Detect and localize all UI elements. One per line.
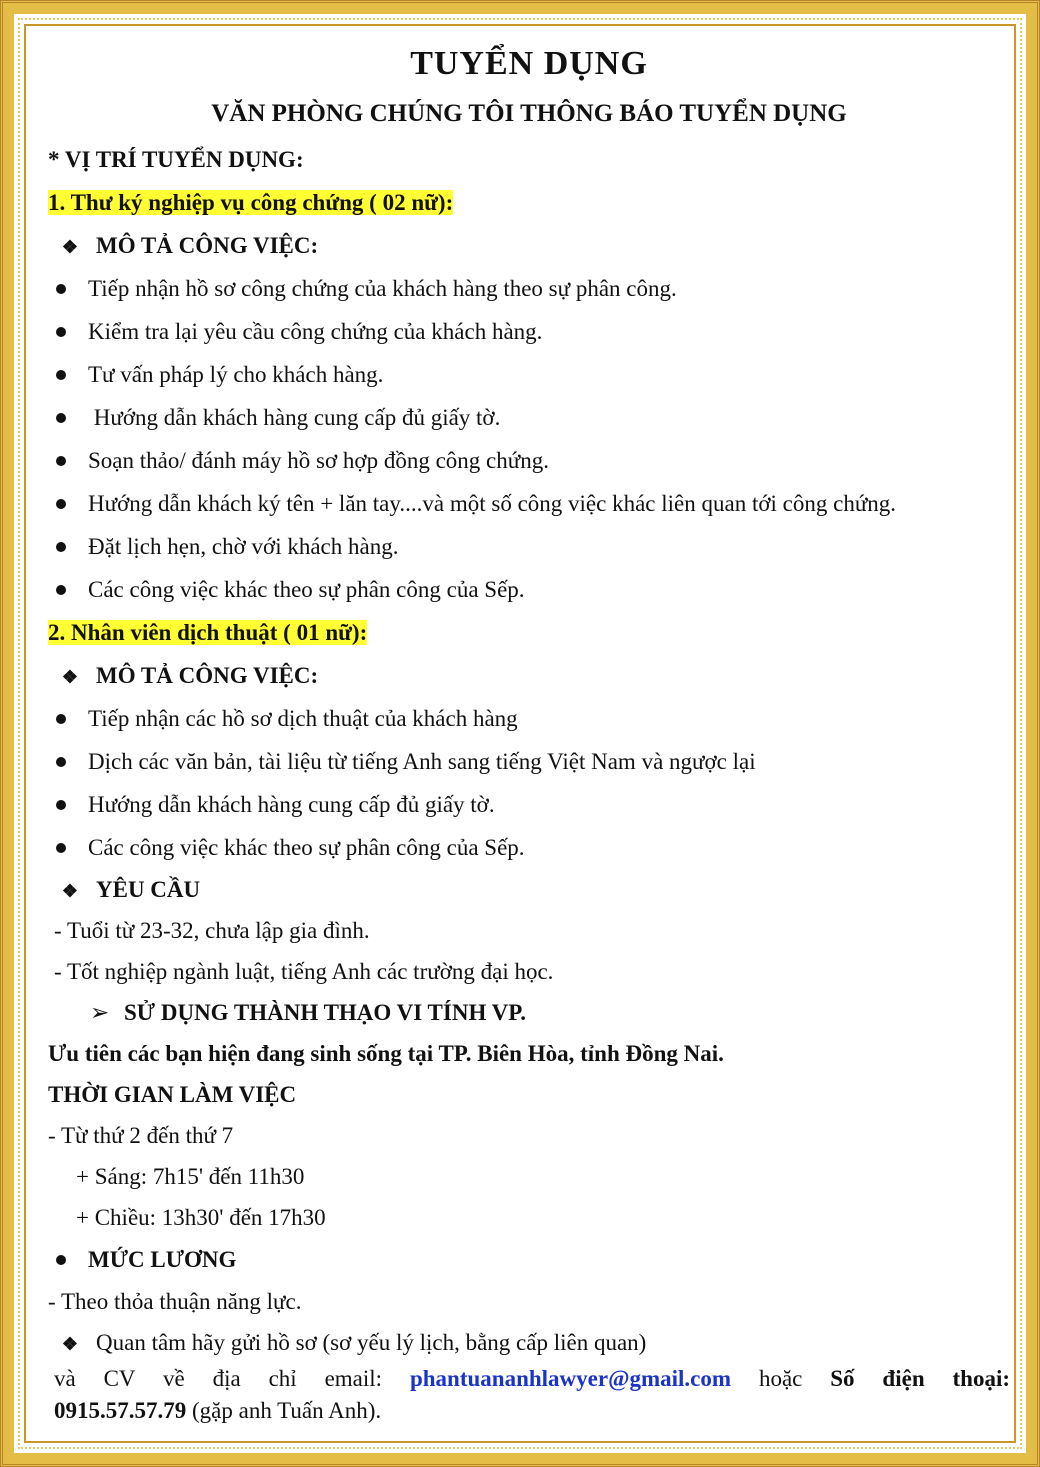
contact-or: hoặc	[758, 1366, 803, 1391]
contact-prefix: và CV về địa chỉ email:	[54, 1366, 383, 1391]
arrow-bullet-icon: ➢	[90, 1000, 110, 1025]
bullet-icon	[56, 370, 66, 380]
list-item-text: Hướng dẫn khách hàng cung cấp đủ giấy tờ.	[88, 405, 501, 430]
page-subtitle: VĂN PHÒNG CHÚNG TÔI THÔNG BÁO TUYỂN DỤNG	[211, 100, 847, 127]
phone-note: (gặp anh Tuấn Anh).	[192, 1398, 382, 1423]
work-morning: + Sáng: 7h15' đến 11h30	[76, 1164, 305, 1189]
requirements-heading-text: YÊU CẦU	[96, 877, 201, 902]
job2-desc-heading-text: MÔ TẢ CÔNG VIỆC:	[96, 663, 319, 688]
bullet-icon	[56, 800, 66, 810]
positions-heading: * VỊ TRÍ TUYỂN DỤNG:	[48, 147, 304, 172]
list-item-text: Tiếp nhận hồ sơ công chứng của khách hàng theo sự phân công.	[88, 276, 677, 301]
bullet-icon	[56, 413, 66, 423]
job2-heading-text: 2. Nhân viên dịch thuật ( 01 nữ):	[48, 620, 368, 645]
bullet-icon	[56, 757, 66, 767]
list-item	[48, 697, 1010, 740]
diamond-bullet-icon: ❖	[61, 237, 79, 257]
diamond-bullet-icon: ❖	[61, 881, 79, 901]
list-item-text: Dịch các văn bản, tài liệu từ tiếng Anh sang tiếng Việt Nam và ngược lại	[88, 749, 756, 774]
email-link[interactable]: phantuananhlawyer@gmail.com	[409, 1366, 732, 1391]
diamond-bullet-icon: ❖	[61, 667, 79, 687]
work-days: - Từ thứ 2 đến thứ 7	[48, 1123, 234, 1148]
contact-phone-line	[48, 1395, 1010, 1427]
list-item	[48, 525, 1010, 568]
list-item	[48, 353, 1010, 396]
list-item	[48, 740, 1010, 783]
work-afternoon: + Chiều: 13h30' đến 17h30	[76, 1205, 326, 1230]
list-item	[48, 783, 1010, 826]
contact-intro-text: Quan tâm hãy gửi hồ sơ (sơ yếu lý lịch, bằng cấp liên quan)	[96, 1330, 647, 1355]
job1-desc-heading-text: MÔ TẢ CÔNG VIỆC:	[96, 233, 319, 258]
list-item	[48, 396, 1010, 439]
requirement-item: - Tốt nghiệp ngành luật, tiếng Anh các trường đại học.	[54, 959, 554, 984]
bullet-icon	[56, 843, 66, 853]
list-item-text: Hướng dẫn khách hàng cung cấp đủ giấy tờ.	[88, 792, 495, 817]
contact-intro	[48, 1322, 1010, 1363]
bullet-icon	[56, 714, 66, 724]
list-item-text: Soạn thảo/ đánh máy hồ sơ hợp đồng công chứng.	[88, 448, 549, 473]
bullet-icon	[56, 542, 66, 552]
recruitment-notice	[48, 38, 1010, 1427]
list-item	[48, 267, 1010, 310]
list-item-text: Hướng dẫn khách ký tên + lăn tay....và một số công việc khác liên quan tới công chứng.	[88, 491, 897, 516]
bullet-icon	[56, 1255, 66, 1265]
list-item-text: Tư vấn pháp lý cho khách hàng.	[88, 362, 384, 387]
requirement-item: - Tuổi từ 23-32, chưa lập gia đình.	[54, 918, 370, 943]
priority-note: Ưu tiên các bạn hiện đang sinh sống tại TP. Biên Hòa, tỉnh Đồng Nai.	[48, 1041, 724, 1066]
list-item	[48, 310, 1010, 353]
list-item	[48, 826, 1010, 869]
salary-heading	[48, 1238, 1010, 1281]
job2-desc-heading	[48, 654, 1010, 697]
list-item-text: Đặt lịch hẹn, chờ với khách hàng.	[88, 534, 399, 559]
requirements-heading	[48, 869, 1010, 910]
salary-heading-text: MỨC LƯƠNG	[88, 1247, 237, 1272]
job1-heading-text: 1. Thư ký nghiệp vụ công chứng ( 02 nữ):	[48, 190, 454, 215]
list-item-text: Các công việc khác theo sự phân công của Sếp.	[88, 835, 525, 860]
job2-heading	[48, 611, 1010, 654]
list-item-text: Kiểm tra lại yêu cầu công chứng của khách hàng.	[88, 319, 543, 344]
phone-label: Số điện thoại:	[830, 1366, 1010, 1391]
bullet-icon	[56, 327, 66, 337]
work-time-heading: THỜI GIAN LÀM VIỆC	[48, 1082, 297, 1107]
bullet-icon	[56, 499, 66, 509]
page-title: TUYỂN DỤNG	[410, 45, 648, 82]
bullet-icon	[56, 284, 66, 294]
diamond-bullet-icon: ❖	[61, 1334, 79, 1354]
list-item	[48, 439, 1010, 482]
job1-desc-heading	[48, 224, 1010, 267]
contact-line	[48, 1363, 1010, 1395]
computer-skill-requirement	[48, 992, 1010, 1033]
phone-number[interactable]: 0915.57.57.79	[54, 1398, 187, 1423]
bullet-icon	[56, 585, 66, 595]
list-item-text: Các công việc khác theo sự phân công của Sếp.	[88, 577, 525, 602]
bullet-icon	[56, 456, 66, 466]
list-item	[48, 568, 1010, 611]
list-item-text: Tiếp nhận các hồ sơ dịch thuật của khách hàng	[88, 706, 518, 731]
list-item	[48, 482, 1010, 525]
job1-heading	[48, 181, 1010, 224]
computer-skill-text: SỬ DỤNG THÀNH THẠO VI TÍNH VP.	[124, 1000, 526, 1025]
salary-text: - Theo thỏa thuận năng lực.	[48, 1289, 302, 1314]
